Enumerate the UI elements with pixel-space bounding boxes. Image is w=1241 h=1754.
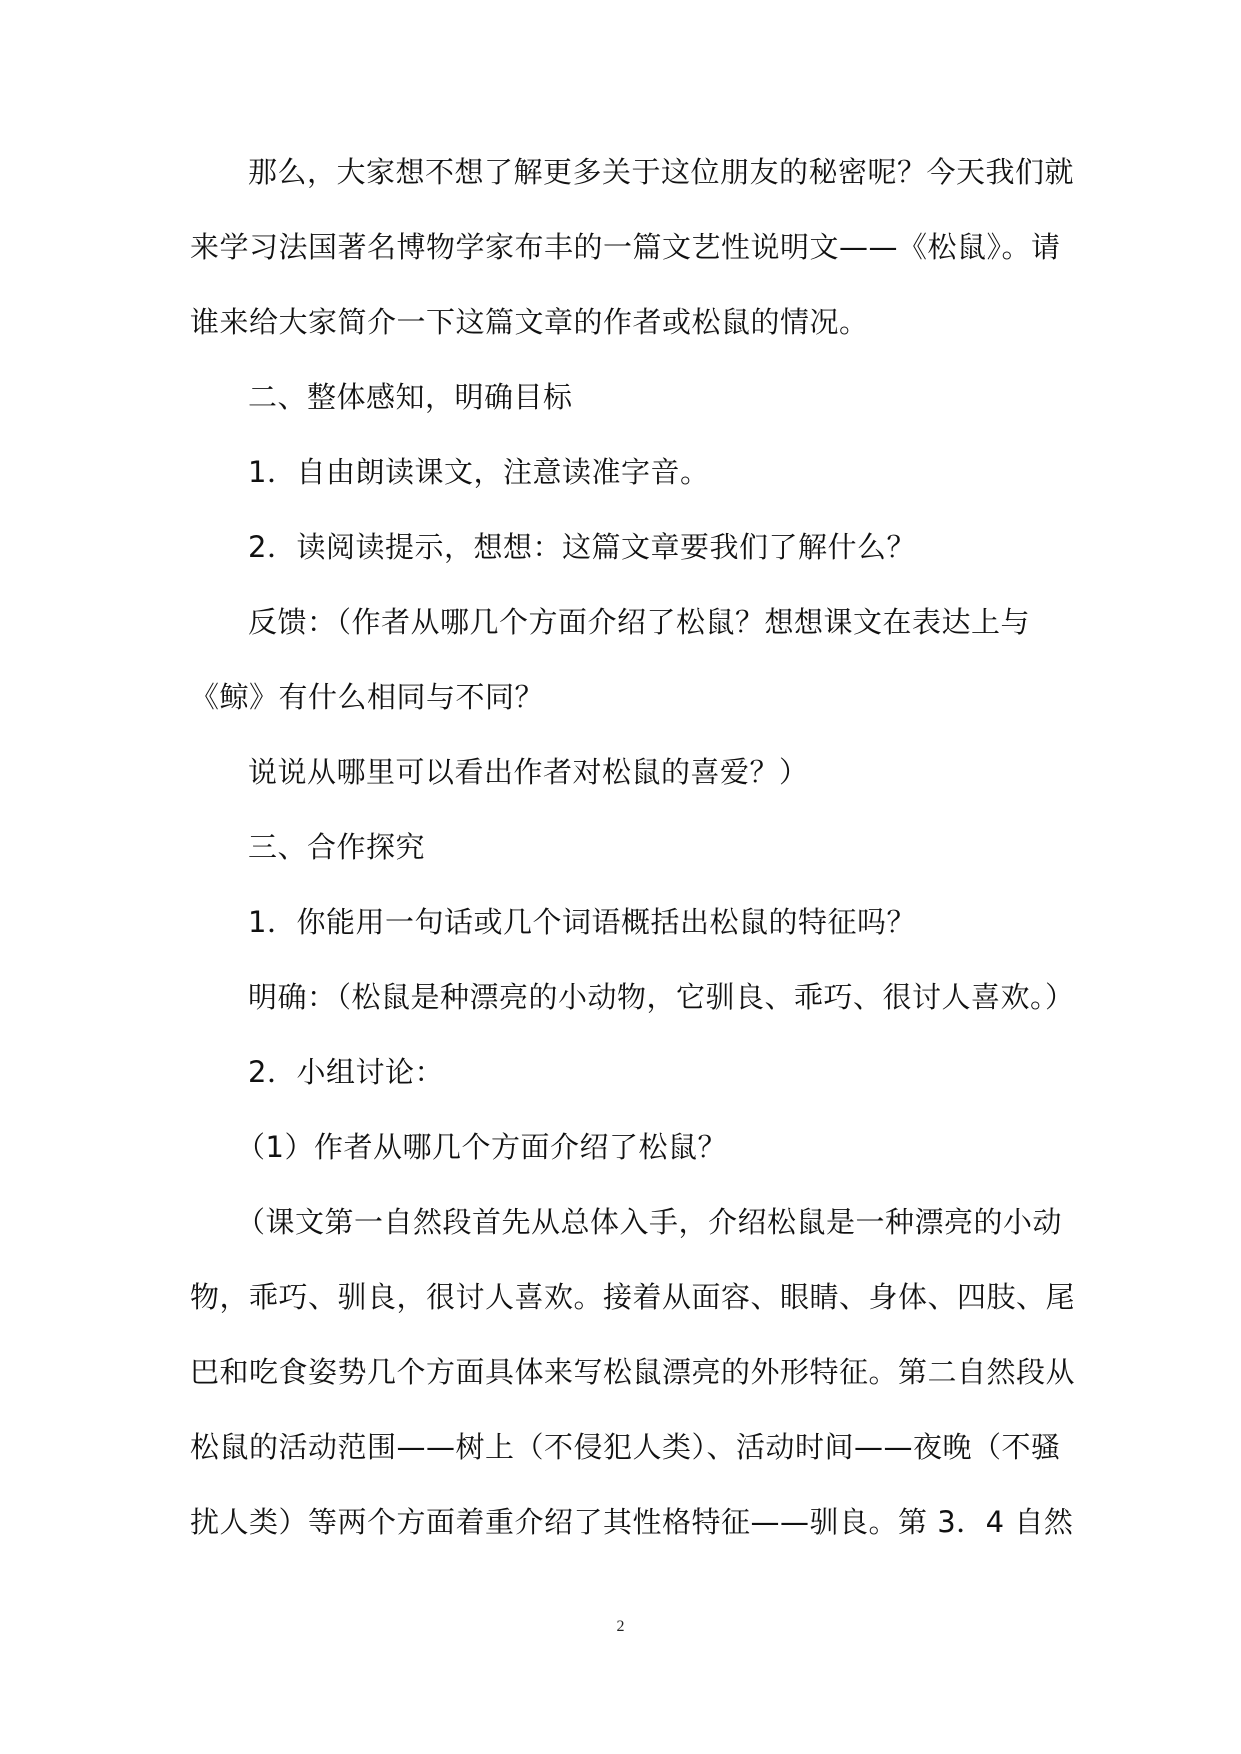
sub-question-1: （1）作者从哪几个方面介绍了松鼠？ — [236, 1130, 727, 1164]
explanation-line-4: 松鼠的活动范围——树上（不侵犯人类）、活动时间——夜晚（不骚 — [190, 1430, 1061, 1464]
explanation-line-5: 扰人类）等两个方面着重介绍了其性格特征——驯良。第 3．4 自然 — [190, 1505, 1074, 1539]
page-number: 2 — [616, 1618, 625, 1635]
feedback-line-1: 反馈：（作者从哪几个方面介绍了松鼠？想想课文在表达上与 — [248, 605, 1031, 639]
explanation-line-2: 物，乖巧、驯良，很讨人喜欢。接着从面容、眼睛、身体、四肢、尾 — [190, 1280, 1076, 1314]
question-item-2: 2．小组讨论： — [248, 1055, 444, 1089]
paragraph-line-1: 那么，大家想不想了解更多关于这位朋友的秘密呢？今天我们就 — [248, 155, 1075, 189]
explanation-line-3: 巴和吃食姿势几个方面具体来写松鼠漂亮的外形特征。第二自然段从 — [190, 1355, 1076, 1389]
explanation-line-1: （课文第一自然段首先从总体入手，介绍松鼠是一种漂亮的小动 — [236, 1205, 1063, 1239]
answer-line: 明确：（松鼠是种漂亮的小动物，它驯良、乖巧、很讨人喜欢。） — [248, 980, 1075, 1014]
question-item-1: 1．你能用一句话或几个词语概括出松鼠的特征吗？ — [248, 905, 916, 939]
feedback-line-3: 说说从哪里可以看出作者对松鼠的喜爱？） — [248, 755, 809, 789]
section-heading-two: 二、整体感知，明确目标 — [248, 380, 573, 414]
list-item-1: 1．自由朗读课文，注意读准字音。 — [248, 455, 710, 489]
paragraph-line-3: 谁来给大家简介一下这篇文章的作者或松鼠的情况。 — [190, 305, 869, 339]
paragraph-line-2: 来学习法国著名博物学家布丰的一篇文艺性说明文——《松鼠》。请 — [190, 230, 1061, 264]
section-heading-three: 三、合作探究 — [248, 830, 426, 864]
feedback-line-2: 《鲸》有什么相同与不同？ — [190, 680, 545, 714]
list-item-2: 2．读阅读提示，想想：这篇文章要我们了解什么？ — [248, 530, 916, 564]
